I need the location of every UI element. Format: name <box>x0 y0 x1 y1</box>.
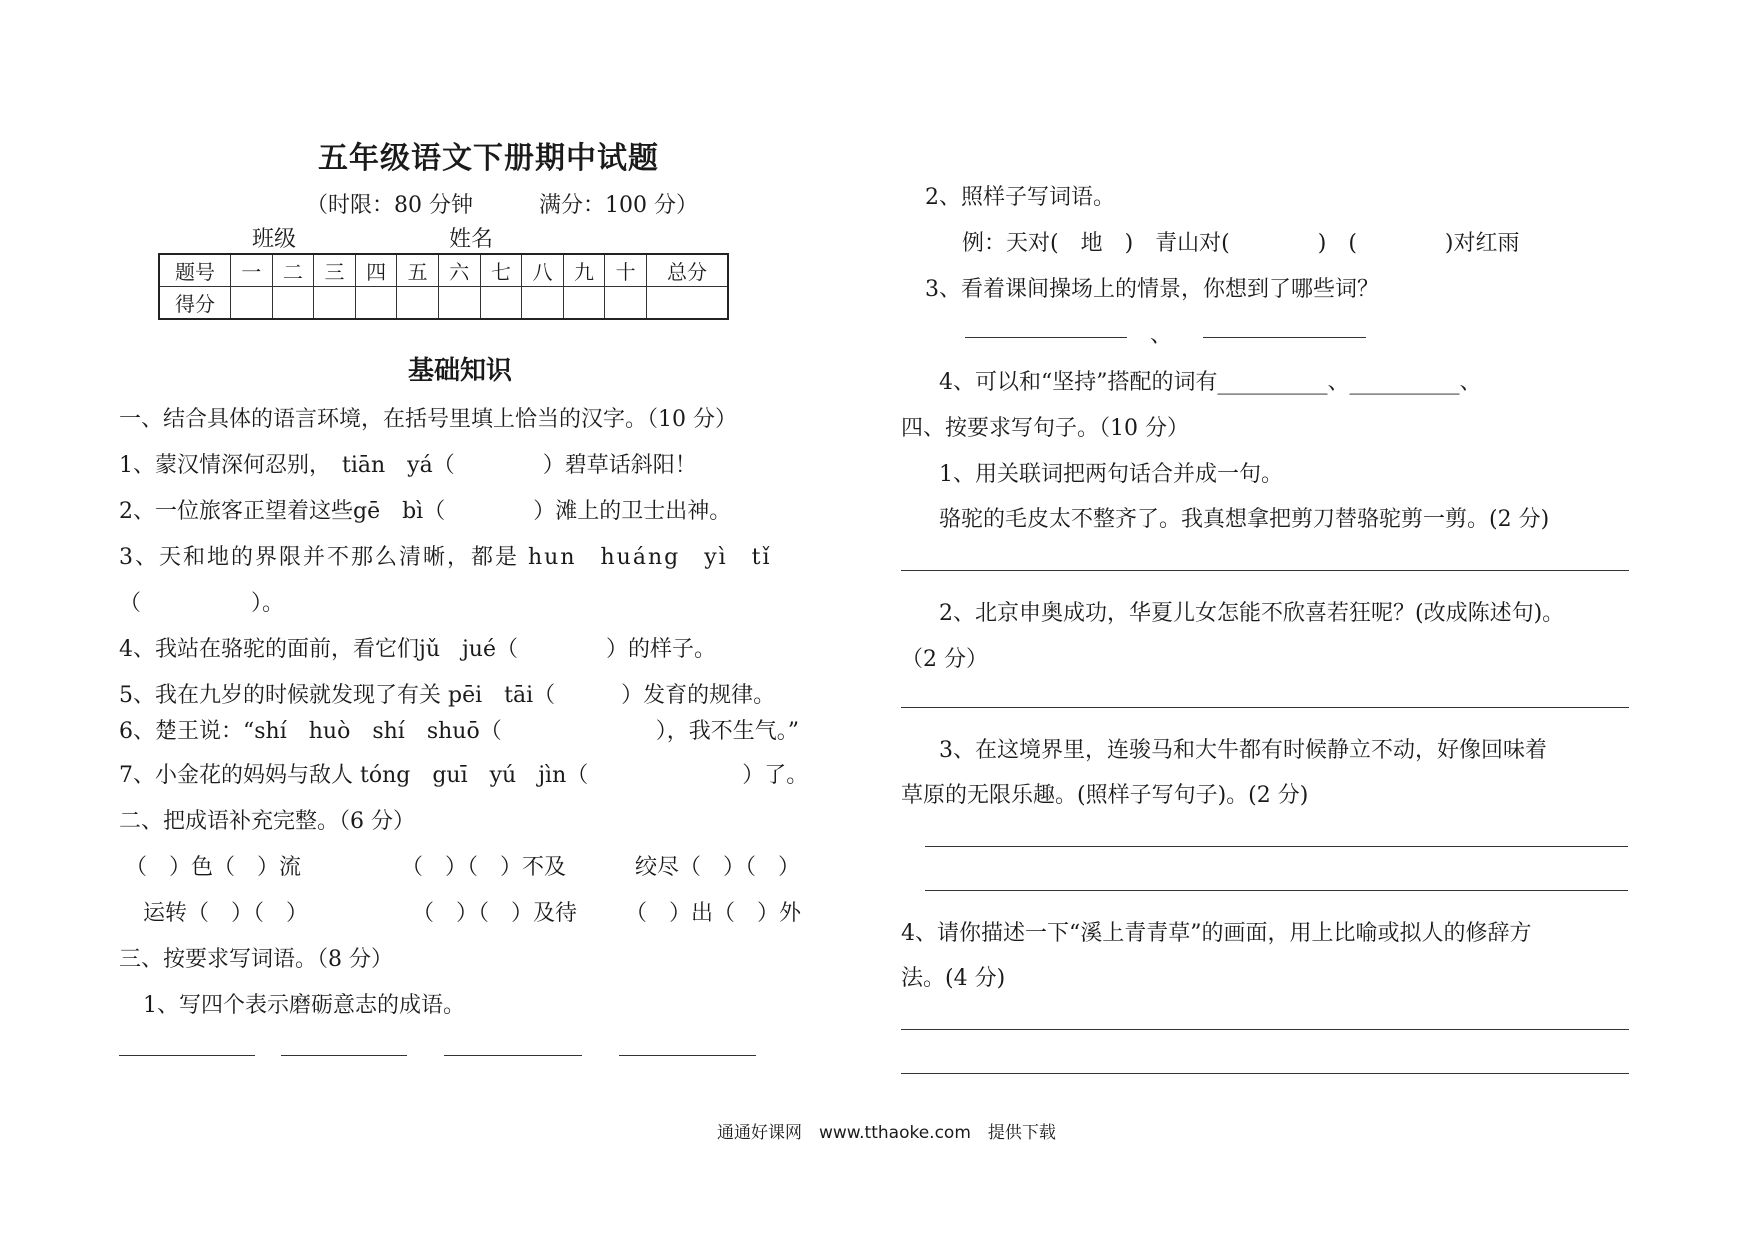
q4-item-4-cont: 法。(4 分) <box>901 966 1006 991</box>
score-cell <box>355 287 397 320</box>
column-7: 七 <box>480 254 522 287</box>
column-3: 三 <box>314 254 356 287</box>
q1-item-1: 1、蒙汉情深何忍别， tiān yá（ ）碧草话斜阳！ <box>119 453 697 478</box>
answer-line <box>281 1055 407 1056</box>
score-cell <box>605 287 647 320</box>
idiom-6: （ ）出（ ）外 <box>625 901 802 926</box>
class-label: 班级 <box>252 227 297 252</box>
q4-title: 四、按要求写句子。（10 分） <box>901 416 1189 441</box>
score-cell <box>438 287 480 320</box>
score-cell <box>231 287 273 320</box>
q1-item-2: 2、一位旅客正望着这些gē bì（ ）滩上的卫士出神。 <box>119 499 732 524</box>
q3-item-1: 1、写四个表示磨砺意志的成语。 <box>143 993 465 1018</box>
q4-item-4: 4、请你描述一下“溪上青青草”的画面，用上比喻或拟人的修辞方 <box>901 921 1532 946</box>
score-cell <box>397 287 439 320</box>
answer-line <box>901 707 1629 708</box>
idiom-4: 运转（ ）（ ） <box>143 901 309 926</box>
exam-subtitle: （时限：80 分钟 满分：100 分） <box>306 193 698 218</box>
column-1: 一 <box>231 254 273 287</box>
q2-title: 二、把成语补充完整。（6 分） <box>119 809 415 834</box>
q4-item-2-points: （2 分） <box>901 647 988 672</box>
answer-line <box>119 1055 255 1056</box>
column-9: 九 <box>563 254 605 287</box>
q3-item-3: 3、看着课间操场上的情景，你想到了哪些词？ <box>925 277 1379 302</box>
q4-item-3-cont: 草原的无限乐趣。(照样子写句子)。(2 分) <box>901 783 1309 808</box>
idiom-1: （ ）色（ ）流 <box>125 855 302 880</box>
answer-separator: 、 <box>1150 323 1173 348</box>
answer-line <box>1203 337 1366 338</box>
q3-item-2-example: 例：天对( 地 ) 青山对( ) ( )对红雨 <box>962 231 1520 256</box>
q3-item-4: 4、可以和“坚持”搭配的词有__________、__________、 <box>939 370 1482 395</box>
total-score-cell <box>647 287 729 320</box>
idiom-5: （ ）（ ）及待 <box>412 901 578 926</box>
answer-line <box>901 1029 1629 1030</box>
answer-line <box>965 337 1127 338</box>
q3-title: 三、按要求写词语。（8 分） <box>119 947 393 972</box>
column-8: 八 <box>522 254 564 287</box>
column-10: 十 <box>605 254 647 287</box>
total-label: 总分 <box>647 254 729 287</box>
idiom-2: （ ）（ ）不及 <box>401 855 567 880</box>
answer-line <box>619 1055 756 1056</box>
score-cell <box>314 287 356 320</box>
score-table-header-row <box>159 254 728 287</box>
answer-line <box>925 890 1628 891</box>
score-cell <box>522 287 564 320</box>
q1-item-4: 4、我站在骆驼的面前，看它们jǔ jué（ ）的样子。 <box>119 637 716 662</box>
q3-item-2: 2、照样子写词语。 <box>925 185 1115 210</box>
column-2: 二 <box>272 254 314 287</box>
q1-item-5: 5、我在九岁的时候就发现了有关 pēi tāi（ ）发育的规律。 <box>119 683 776 708</box>
score-table <box>158 253 729 320</box>
q1-item-3: 3、天和地的界限并不那么清晰，都是 hun huáng yì tǐ <box>119 545 772 570</box>
section-title: 基础知识 <box>408 356 513 386</box>
question-number-label: 题号 <box>159 254 231 287</box>
q4-item-1: 1、用关联词把两句话合并成一句。 <box>939 462 1283 487</box>
column-6: 六 <box>438 254 480 287</box>
score-cell <box>480 287 522 320</box>
score-label: 得分 <box>159 287 231 320</box>
q1-item-6: 6、楚王说：“shí huò shí shuō（ ），我不生气。” <box>119 719 799 744</box>
answer-line <box>901 570 1629 571</box>
idiom-3: 绞尽（ ）（ ） <box>635 855 801 880</box>
score-table-score-row <box>159 287 728 320</box>
q1-item-7: 7、小金花的妈妈与敌人 tóng guī yú jìn（ ）了。 <box>119 763 809 788</box>
column-5: 五 <box>397 254 439 287</box>
q4-item-3: 3、在这境界里，连骏马和大牛都有时候静立不动，好像回味着 <box>939 738 1547 763</box>
footer-credit: 通通好课网 www.tthaoke.com 提供下载 <box>717 1123 1056 1143</box>
answer-line <box>444 1055 582 1056</box>
answer-line <box>925 846 1628 847</box>
q4-item-1-text: 骆驼的毛皮太不整齐了。我真想拿把剪刀替骆驼剪一剪。(2 分) <box>939 507 1550 532</box>
score-cell <box>272 287 314 320</box>
score-cell <box>563 287 605 320</box>
answer-line <box>901 1073 1629 1074</box>
q1-item-3-cont: （ ）。 <box>119 591 285 616</box>
column-4: 四 <box>355 254 397 287</box>
q4-item-2: 2、北京申奥成功，华夏儿女怎能不欣喜若狂呢？(改成陈述句)。 <box>939 601 1565 626</box>
q1-title: 一、结合具体的语言环境，在括号里填上恰当的汉字。（10 分） <box>119 407 737 432</box>
name-label: 姓名 <box>449 227 494 252</box>
exam-title: 五年级语文下册期中试题 <box>318 141 659 176</box>
